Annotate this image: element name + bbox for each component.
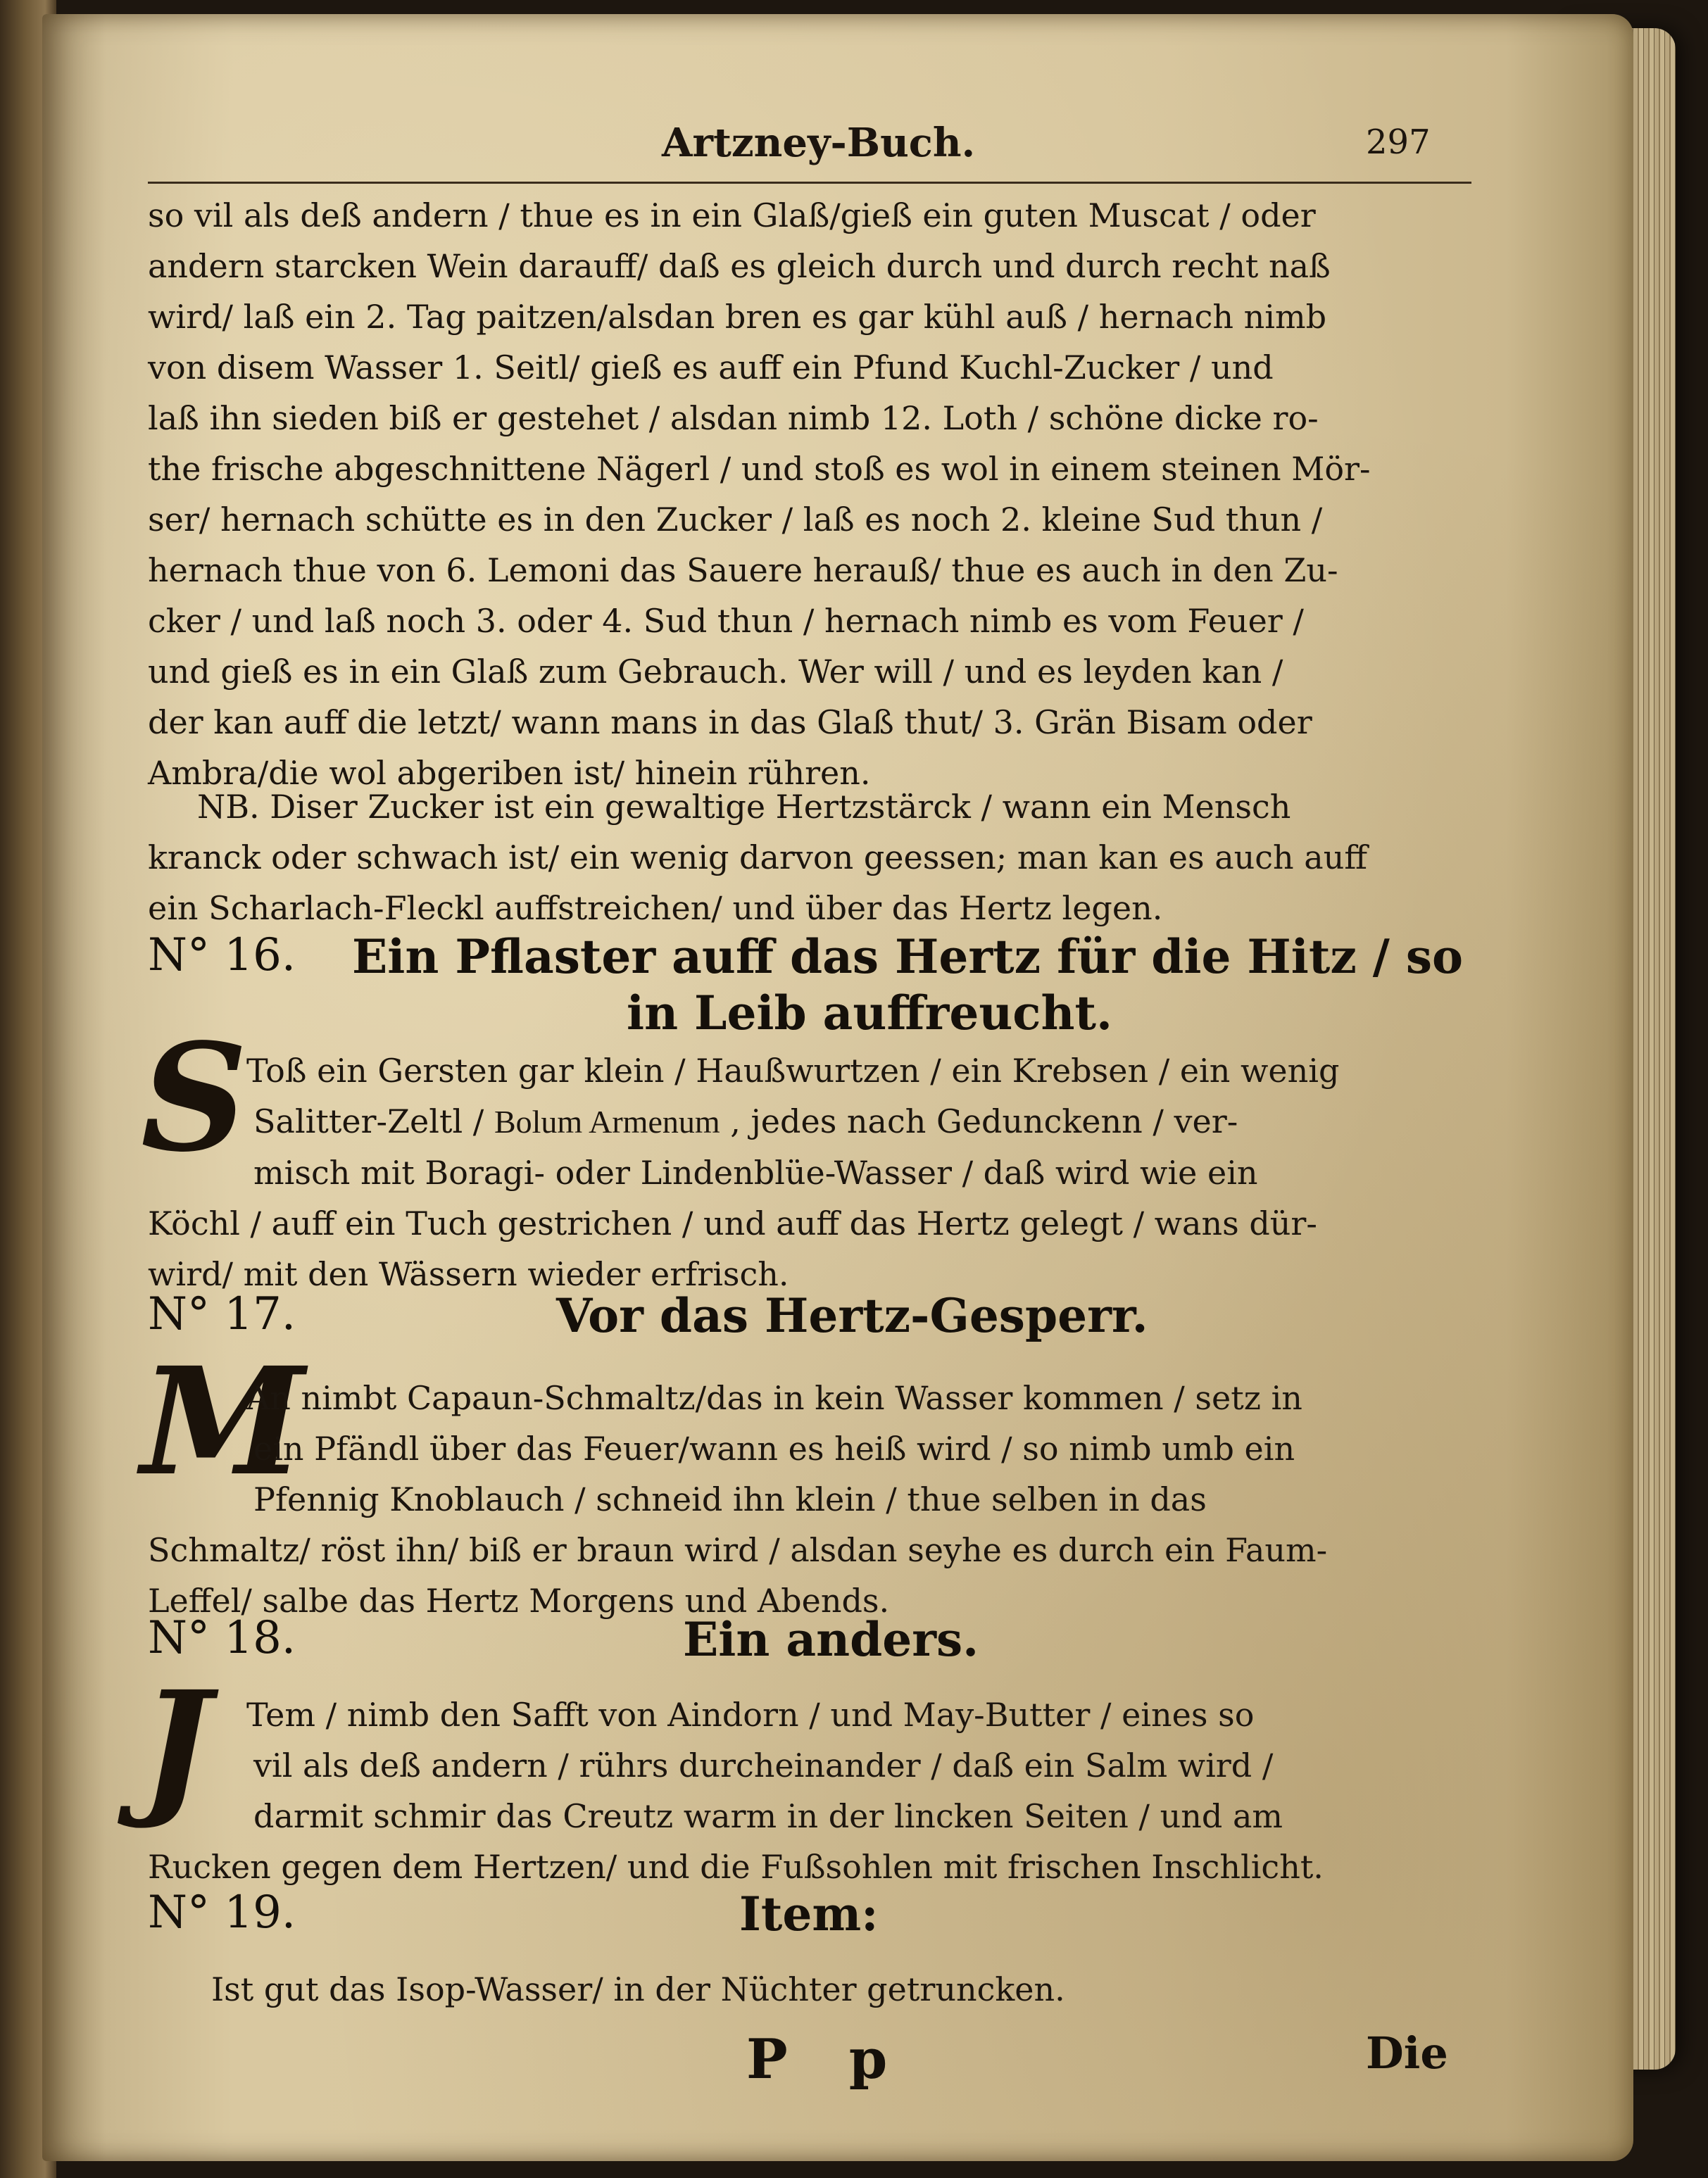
text-line: Ist gut das Isop-Wasser/ in der Nüchter getruncken. — [211, 1970, 1065, 2008]
recipe-16-body — [148, 1045, 1478, 1299]
text-line: NB. Diser Zucker ist ein gewaltige Hertzstärck / wann ein Mensch — [197, 788, 1291, 826]
recipe-title: Ein anders. — [683, 1612, 979, 1667]
recipe-19-body — [148, 1964, 1478, 2015]
text-line: und gieß es in ein Glaß zum Gebrauch. Wer will / und es leyden kan / — [148, 653, 1283, 691]
recipe-title: Item: — [739, 1887, 879, 1941]
recipe-17-heading — [148, 1288, 1486, 1352]
continuation-paragraph — [148, 190, 1478, 798]
drop-cap-S: S — [141, 1011, 248, 1185]
text-line: the frische abgeschnittene Nägerl / und stoß es wol in einem steinen Mör- — [148, 450, 1371, 488]
text-line: hernach thue von 6. Lemoni das Sauere herauß/ thue es auch in den Zu- — [148, 551, 1338, 589]
recipe-18-heading — [148, 1612, 1486, 1675]
running-title: Artzney-Buch. — [662, 120, 976, 166]
text-line — [148, 1096, 1478, 1147]
text-line: der kan auff die letzt/ wann mans in das Glaß thut/ 3. Grän Bisam oder — [148, 703, 1312, 741]
text-line: andern starcken Wein darauff/ daß es gleich durch und durch recht naß — [148, 247, 1331, 285]
recipe-number: N° 18. — [148, 1612, 296, 1664]
text-line: darmit schmir das Creutz warm in der lincken Seiten / und am — [253, 1797, 1283, 1835]
running-head — [42, 120, 1633, 176]
text-line: cker / und laß noch 3. oder 4. Sud thun / hernach nimb es vom Feuer / — [148, 602, 1304, 640]
text-line: Schmaltz/ röst ihn/ biß er braun wird / alsdan seyhe es durch ein Faum- — [148, 1531, 1328, 1569]
text-line: Ambra/die wol abgeriben ist/ hinein rühren. — [148, 754, 871, 792]
text-line: Toß ein Gersten gar klein / Haußwurtzen / ein Krebsen / ein wenig — [246, 1052, 1340, 1090]
recipe-title: Vor das Hertz-Gesperr. — [556, 1288, 1148, 1343]
text-line: ein Scharlach-Fleckl auffstreichen/ und über das Hertz legen. — [148, 889, 1163, 927]
recipe-18-body — [148, 1689, 1478, 1892]
text-line: Pfennig Knoblauch / schneid ihn klein / thue selben in das — [253, 1480, 1207, 1518]
text-line: Köchl / auff ein Tuch gestrichen / und auff das Hertz gelegt / wans dür- — [148, 1204, 1317, 1242]
text-line: wird/ laß ein 2. Tag paitzen/alsdan bren es gar kühl auß / hernach nimb — [148, 298, 1327, 336]
recipe-title: Ein Pflaster auff das Hertz für die Hitz / so — [352, 929, 1464, 984]
recipe-16-heading — [148, 929, 1486, 1049]
recipe-19-heading — [148, 1887, 1486, 1950]
text-line: An nimbt Capaun-Schmaltz/das in kein Wasser kommen / setz in — [246, 1379, 1302, 1417]
text-line: ser/ hernach schütte es in den Zucker / laß es noch 2. kleine Sud thun / — [148, 501, 1323, 539]
recipe-17-body — [148, 1373, 1478, 1626]
page-footer — [42, 2027, 1633, 2098]
recipe-number: N° 19. — [148, 1887, 296, 1939]
text-line: ein Pfändl über das Feuer/wann es heiß wird / so nimb umb ein — [253, 1430, 1295, 1468]
text-line: misch mit Boragi- oder Lindenblüe-Wasser / daß wird wie ein — [253, 1154, 1258, 1192]
latin-term: Bolum Armenum — [494, 1104, 720, 1140]
recipe-number: N° 17. — [148, 1288, 296, 1340]
drop-cap-J: J — [141, 1658, 211, 1832]
drop-cap-M: M — [141, 1335, 305, 1509]
text-line: so vil als deß andern / thue es in ein Glaß/gieß ein guten Muscat / oder — [148, 196, 1316, 234]
header-rule — [148, 182, 1471, 184]
page-number: 297 — [1366, 122, 1431, 162]
text-line: Rucken gegen dem Hertzen/ und die Fußsohlen mit frischen Inschlicht. — [148, 1848, 1324, 1886]
signature-mark: P p — [746, 2027, 909, 2091]
text-line: wird/ mit den Wässern wieder erfrisch. — [148, 1255, 789, 1293]
catchword: Die — [1366, 2027, 1448, 2079]
text-segment: , jedes nach Gedunckenn / ver- — [720, 1102, 1238, 1140]
text-line: laß ihn sieden biß er gestehet / alsdan nimb 12. Loth / schöne dicke ro- — [148, 399, 1319, 437]
text-line: vil als deß andern / rührs durcheinander / daß ein Salm wird / — [253, 1746, 1274, 1784]
recipe-title-continued: in Leib auffreucht. — [627, 986, 1112, 1040]
recipe-number: N° 16. — [148, 929, 296, 981]
nb-paragraph — [148, 781, 1478, 933]
text-line: kranck oder schwach ist/ ein wenig darvon geessen; man kan es auch auff — [148, 838, 1368, 876]
text-segment: Salitter-Zeltl / — [253, 1102, 494, 1140]
text-line: von disem Wasser 1. Seitl/ gieß es auff ein Pfund Kuchl-Zucker / und — [148, 348, 1274, 386]
text-line: Tem / nimb den Safft von Aindorn / und May-Butter / eines so — [246, 1696, 1255, 1734]
book-page — [42, 14, 1633, 2161]
text-line: Leffel/ salbe das Hertz Morgens und Abends. — [148, 1582, 890, 1620]
